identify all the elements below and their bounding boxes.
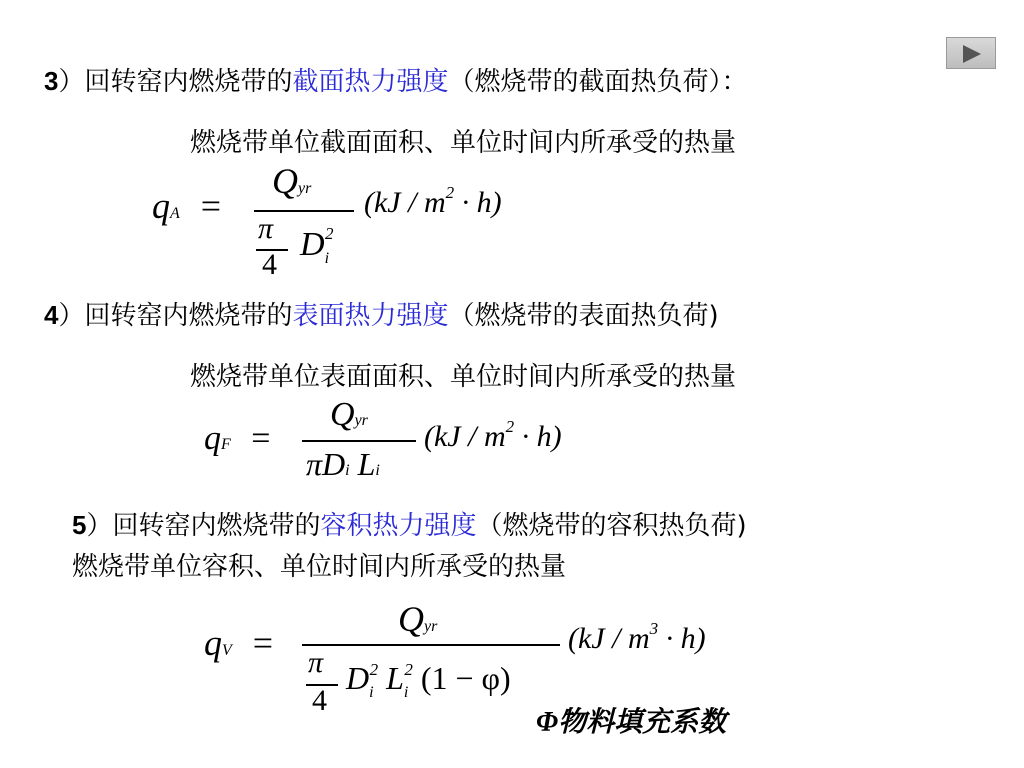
section-4-heading bbox=[44, 298, 719, 333]
section-4-definition: 燃烧带单位表面面积、单位时间内所承受的热量 bbox=[190, 362, 737, 392]
paren: ） bbox=[58, 67, 85, 97]
l-symbol: L bbox=[349, 446, 376, 482]
numerator-symbol: Q bbox=[272, 161, 298, 201]
lhs-symbol: q bbox=[204, 623, 222, 663]
section-number: 4 bbox=[44, 300, 59, 330]
qa-d-term bbox=[300, 224, 334, 267]
unit-open: (kJ / m bbox=[424, 420, 506, 453]
d-superscript: 2 bbox=[369, 660, 379, 679]
next-slide-button[interactable] bbox=[946, 37, 996, 69]
qv-four: 4 bbox=[312, 684, 327, 717]
numerator-symbol: Q bbox=[330, 396, 355, 433]
unit-exponent: 2 bbox=[505, 417, 515, 436]
qf-denominator bbox=[306, 446, 380, 483]
lhs-subscript: V bbox=[222, 642, 232, 659]
heading-prefix: 回转窑内燃烧带的 bbox=[112, 511, 321, 541]
lhs-symbol: q bbox=[152, 186, 170, 226]
equals-sign: = bbox=[252, 623, 274, 663]
heading-highlight: 表面热力强度 bbox=[292, 301, 449, 331]
qa-pi: π bbox=[258, 212, 274, 245]
lhs-symbol: q bbox=[204, 420, 221, 457]
l-symbol: L bbox=[386, 660, 404, 696]
heading-prefix: 回转窑内燃烧带的 bbox=[84, 67, 293, 97]
fraction-bar bbox=[302, 440, 416, 442]
d-symbol: D bbox=[346, 660, 370, 696]
qv-unit bbox=[568, 619, 706, 656]
d-subscript: i bbox=[324, 250, 330, 267]
heading-suffix: （燃烧带的截面热负荷）： bbox=[448, 67, 748, 97]
paren: ） bbox=[86, 511, 113, 541]
fraction-bar bbox=[302, 644, 560, 646]
numerator-subscript: yr bbox=[298, 180, 312, 197]
heading-suffix: （燃烧带的表面热负荷) bbox=[448, 301, 719, 331]
equals-sign: = bbox=[200, 186, 222, 226]
lhs-subscript: A bbox=[170, 205, 180, 222]
unit-close: · h) bbox=[658, 622, 706, 655]
qa-four: 4 bbox=[262, 248, 277, 281]
qa-lhs bbox=[152, 185, 221, 227]
qv-lhs bbox=[204, 622, 273, 664]
qf-numerator bbox=[330, 396, 368, 434]
unit-exponent: 2 bbox=[445, 183, 455, 202]
qv-pi: π bbox=[308, 646, 324, 679]
l-subscript: i bbox=[403, 684, 409, 701]
qa-numerator bbox=[272, 160, 311, 202]
section-number: 3 bbox=[44, 66, 59, 96]
qv-denominator-terms bbox=[346, 660, 511, 701]
heading-highlight: 截面热力强度 bbox=[292, 67, 449, 97]
qv-numerator bbox=[398, 598, 437, 640]
d-superscript: 2 bbox=[325, 224, 334, 243]
fill-factor-term: (1 − φ) bbox=[420, 660, 511, 696]
equals-sign: = bbox=[251, 420, 271, 457]
l-subscript: i bbox=[375, 462, 380, 479]
heading-highlight: 容积热力强度 bbox=[320, 511, 477, 541]
heading-prefix: 回转窑内燃烧带的 bbox=[84, 301, 293, 331]
heading-suffix: （燃烧带的容积热负荷) bbox=[476, 511, 747, 541]
lhs-subscript: F bbox=[221, 436, 231, 453]
numerator-subscript: yr bbox=[354, 412, 368, 429]
qf-unit bbox=[424, 417, 562, 454]
phi-symbol: Φ bbox=[536, 707, 559, 738]
paren: ） bbox=[58, 301, 85, 331]
numerator-symbol: Q bbox=[398, 599, 424, 639]
unit-close: · h) bbox=[454, 186, 502, 219]
unit-exponent: 3 bbox=[649, 619, 659, 638]
d-subscript: i bbox=[369, 684, 374, 701]
section-number: 5 bbox=[72, 510, 87, 540]
section-5-heading bbox=[72, 508, 747, 543]
play-triangle-icon bbox=[963, 45, 981, 63]
fill-factor-note bbox=[536, 700, 726, 740]
l-superscript: 2 bbox=[404, 660, 413, 679]
d-symbol: D bbox=[300, 226, 325, 263]
unit-open: (kJ / m bbox=[568, 622, 650, 655]
unit-close: · h) bbox=[514, 420, 562, 453]
unit-open: (kJ / m bbox=[364, 186, 446, 219]
numerator-subscript: yr bbox=[424, 618, 438, 635]
section-5-definition: 燃烧带单位容积、单位时间内所承受的热量 bbox=[72, 552, 567, 582]
note-text: 物料填充系数 bbox=[558, 705, 727, 738]
section-3-definition: 燃烧带单位截面面积、单位时间内所承受的热量 bbox=[190, 128, 737, 158]
qa-unit bbox=[364, 183, 502, 220]
section-3-heading bbox=[44, 64, 748, 99]
pi-d-symbol: πD bbox=[306, 446, 346, 482]
d-subscript: i bbox=[345, 462, 350, 479]
qf-lhs bbox=[204, 420, 270, 458]
